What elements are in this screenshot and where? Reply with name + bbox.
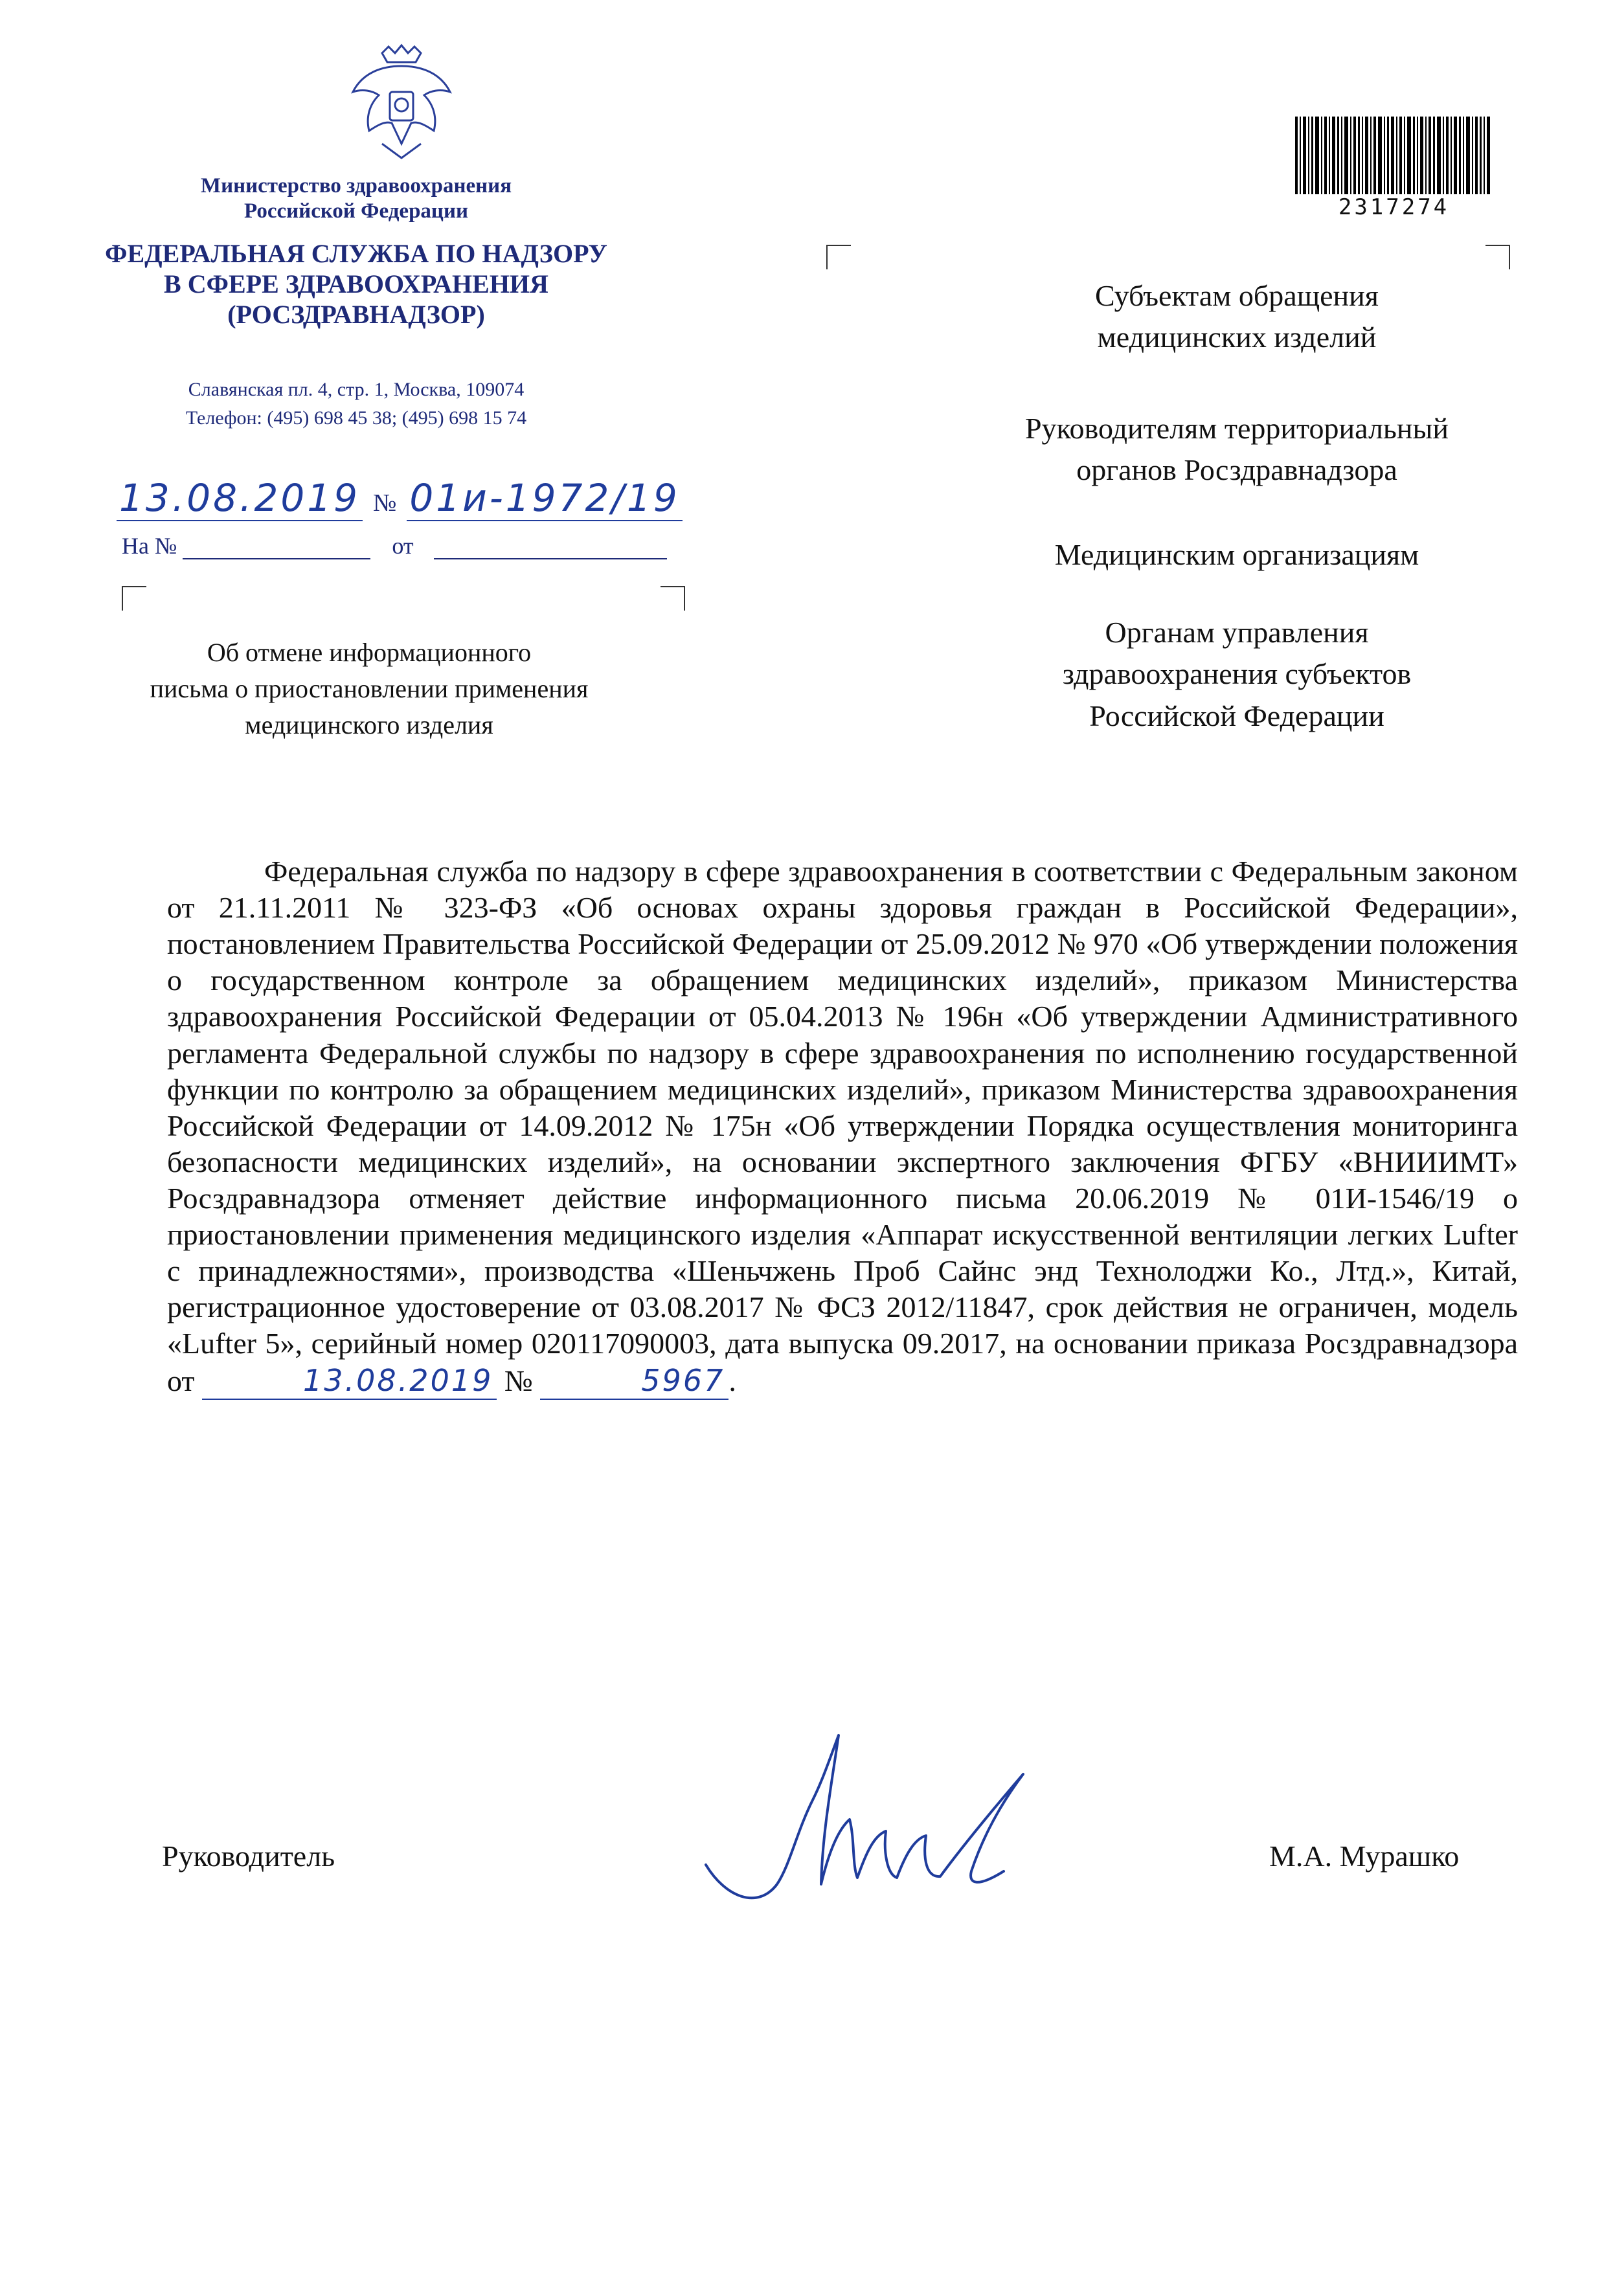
- service-line: (РОСЗДРАВНАДЗОР): [227, 300, 485, 330]
- recipient-entry: [900, 275, 1574, 359]
- service-name: [78, 238, 635, 330]
- ministry-line: Министерство здравоохранения: [200, 174, 512, 197]
- corner-mark: [661, 586, 685, 611]
- service-line: В СФЕРЕ ЗДРАВООХРАНЕНИЯ: [164, 269, 548, 299]
- number-label: №: [373, 490, 397, 517]
- corner-mark: [122, 586, 146, 611]
- address-block: [78, 376, 635, 432]
- order-date: 13.08.2019: [202, 1362, 497, 1400]
- corner-mark: [1485, 245, 1510, 269]
- recipient-line: органов Росздравнадзора: [1076, 453, 1397, 487]
- barcode: [1295, 117, 1493, 194]
- ministry-line: Российской Федерации: [244, 199, 468, 223]
- letter-subject: [136, 635, 602, 743]
- order-number: 5967: [540, 1362, 728, 1400]
- recipient-line: медицинских изделий: [1097, 321, 1377, 354]
- russian-coat-of-arms-icon: [343, 40, 460, 163]
- body-paragraph: [167, 853, 1518, 1400]
- letter-date-number: [117, 476, 683, 521]
- recipient-line: Российской Федерации: [1089, 699, 1384, 732]
- ministry-name: [78, 174, 635, 224]
- recipient-entry: [900, 612, 1574, 737]
- subject-line: письма о приостановлении применения: [150, 674, 589, 703]
- recipient-line: Медицинским организациям: [1054, 538, 1419, 571]
- order-number-label: №: [504, 1364, 533, 1397]
- subject-line: медицинского изделия: [245, 710, 493, 739]
- recipient-line: Руководителям территориальный: [1024, 412, 1449, 445]
- letter-body: [167, 853, 1518, 1400]
- reply-reference: [122, 532, 667, 559]
- address-line: Славянская пл. 4, стр. 1, Москва, 109074: [188, 379, 525, 400]
- recipient-line: Органам управления: [1105, 616, 1369, 649]
- reply-to-label: На №: [122, 533, 177, 559]
- signatory-title: Руководитель: [162, 1840, 335, 1873]
- handwritten-signature: [699, 1722, 1036, 1930]
- body-text: Федеральная служба по надзору в сфере здравоохранения в соответствии с Федеральным законом от 21.11.2011 № 323-ФЗ «Об основах охраны здоровья граждан в Российской Федерации», постановлением Правительства Российской Федерации от 25.09.2012 № 970 «Об утверждении положения о государственном контроле за обращением медицинских изделий», приказом Министерства здравоохранения Российской Федерации от 05.04.2013 № 196н «Об утверждении Административного регламента Федеральной службы по надзору в сфере здравоохранения по исполнению государственной функции по контролю за обращением медицинских изделий», приказом Министерства здравоохранения Российской Федерации от 14.09.2012 № 175н «Об утверждении Порядка осуществления мониторинга безопасности медицинских изделий», на основании экспертного заключения ФГБУ «ВНИИИМТ» Росздравнадзора отменяет действие информационного письма 20.06.2019 № 01И-1546/19 о приостановлении применения медицинского изделия «Аппарат искусственной вентиляции легких Lufter с принадлежностями», производства «Шеньчжень Проб Сайнс энд Технолоджи Ко., Лтд.», Китай, регистрационное удостоверение от 03.08.2017 № ФСЗ 2012/11847, срок действия не ограничен, модель «Lufter 5», серийный номер 020117090003, дата выпуска 09.2017, на основании приказа Росздравнадзора от: [167, 855, 1518, 1397]
- subject-line: Об отмене информационного: [207, 638, 532, 667]
- body-end: .: [728, 1364, 736, 1397]
- recipient-line: здравоохранения субъектов: [1062, 657, 1412, 691]
- from-blank: [434, 534, 667, 559]
- service-line: ФЕДЕРАЛЬНАЯ СЛУЖБА ПО НАДЗОРУ: [105, 239, 607, 268]
- from-label: от: [392, 533, 414, 559]
- corner-mark: [826, 245, 851, 269]
- recipient-entry: [900, 534, 1574, 576]
- recipient-entry: [900, 408, 1574, 491]
- reply-to-blank: [183, 534, 370, 559]
- phone-line: Телефон: (495) 698 45 38; (495) 698 15 74: [185, 407, 527, 429]
- letter-date: 13.08.2019: [117, 476, 363, 521]
- letter-number: 01и-1972/19: [407, 476, 682, 521]
- signatory-name: М.А. Мурашко: [1269, 1840, 1460, 1873]
- barcode-number: 2317274: [1338, 194, 1450, 220]
- recipient-line: Субъектам обращения: [1095, 279, 1379, 312]
